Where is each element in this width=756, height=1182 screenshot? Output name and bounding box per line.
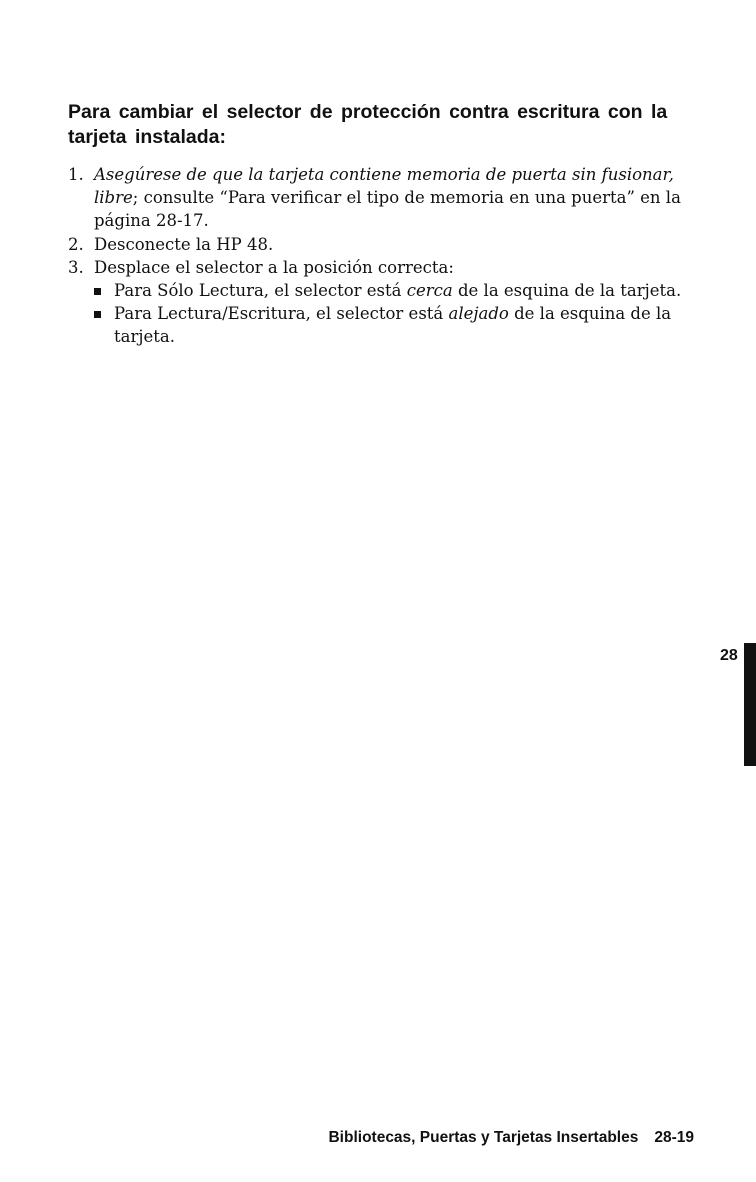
chapter-tab-label: 28 [720, 647, 738, 664]
step-text: Desplace el selector a la posición correcta: [94, 257, 454, 277]
bullet-emphasis: cerca [406, 281, 453, 301]
step-italic-lead: Asegúrese de que la tarjeta contiene memoria de puerta sin fusionar, libre [94, 165, 674, 208]
footer-title: Bibliotecas, Puertas y Tarjetas Insertables [328, 1129, 639, 1146]
bullet-text: Para Lectura/Escritura, el selector está [114, 304, 449, 324]
step-text: Desconecte la HP 48. [94, 234, 274, 254]
bullet-item [94, 302, 688, 348]
square-bullet-icon [94, 311, 101, 318]
step-number: 3. [68, 257, 84, 277]
bullet-text: de la esquina de la tarjeta. [452, 281, 682, 301]
bullet-list [94, 279, 688, 349]
section-heading: Para cambiar el selector de protección contra escritura con la tarjeta instalada: [68, 101, 668, 148]
steps-list [68, 163, 688, 349]
square-bullet-icon [94, 288, 101, 295]
page-footer [328, 1129, 694, 1147]
chapter-tab-bar [744, 643, 756, 766]
step-2 [68, 233, 688, 256]
bullet-item [94, 279, 688, 302]
step-3 [68, 256, 688, 349]
step-number: 2. [68, 234, 84, 254]
bullet-text: Para Sólo Lectura, el selector está [114, 281, 407, 301]
page-number: 28-19 [654, 1129, 694, 1146]
step-number: 1. [68, 165, 84, 184]
step-text: ; consulte “Para verificar el tipo de memoria en una puerta” en la página 28-17. [94, 188, 681, 231]
bullet-emphasis: alejado [448, 304, 509, 324]
step-1 [68, 163, 688, 233]
bullet-text: de la esquina de la tarjeta. [114, 304, 672, 347]
